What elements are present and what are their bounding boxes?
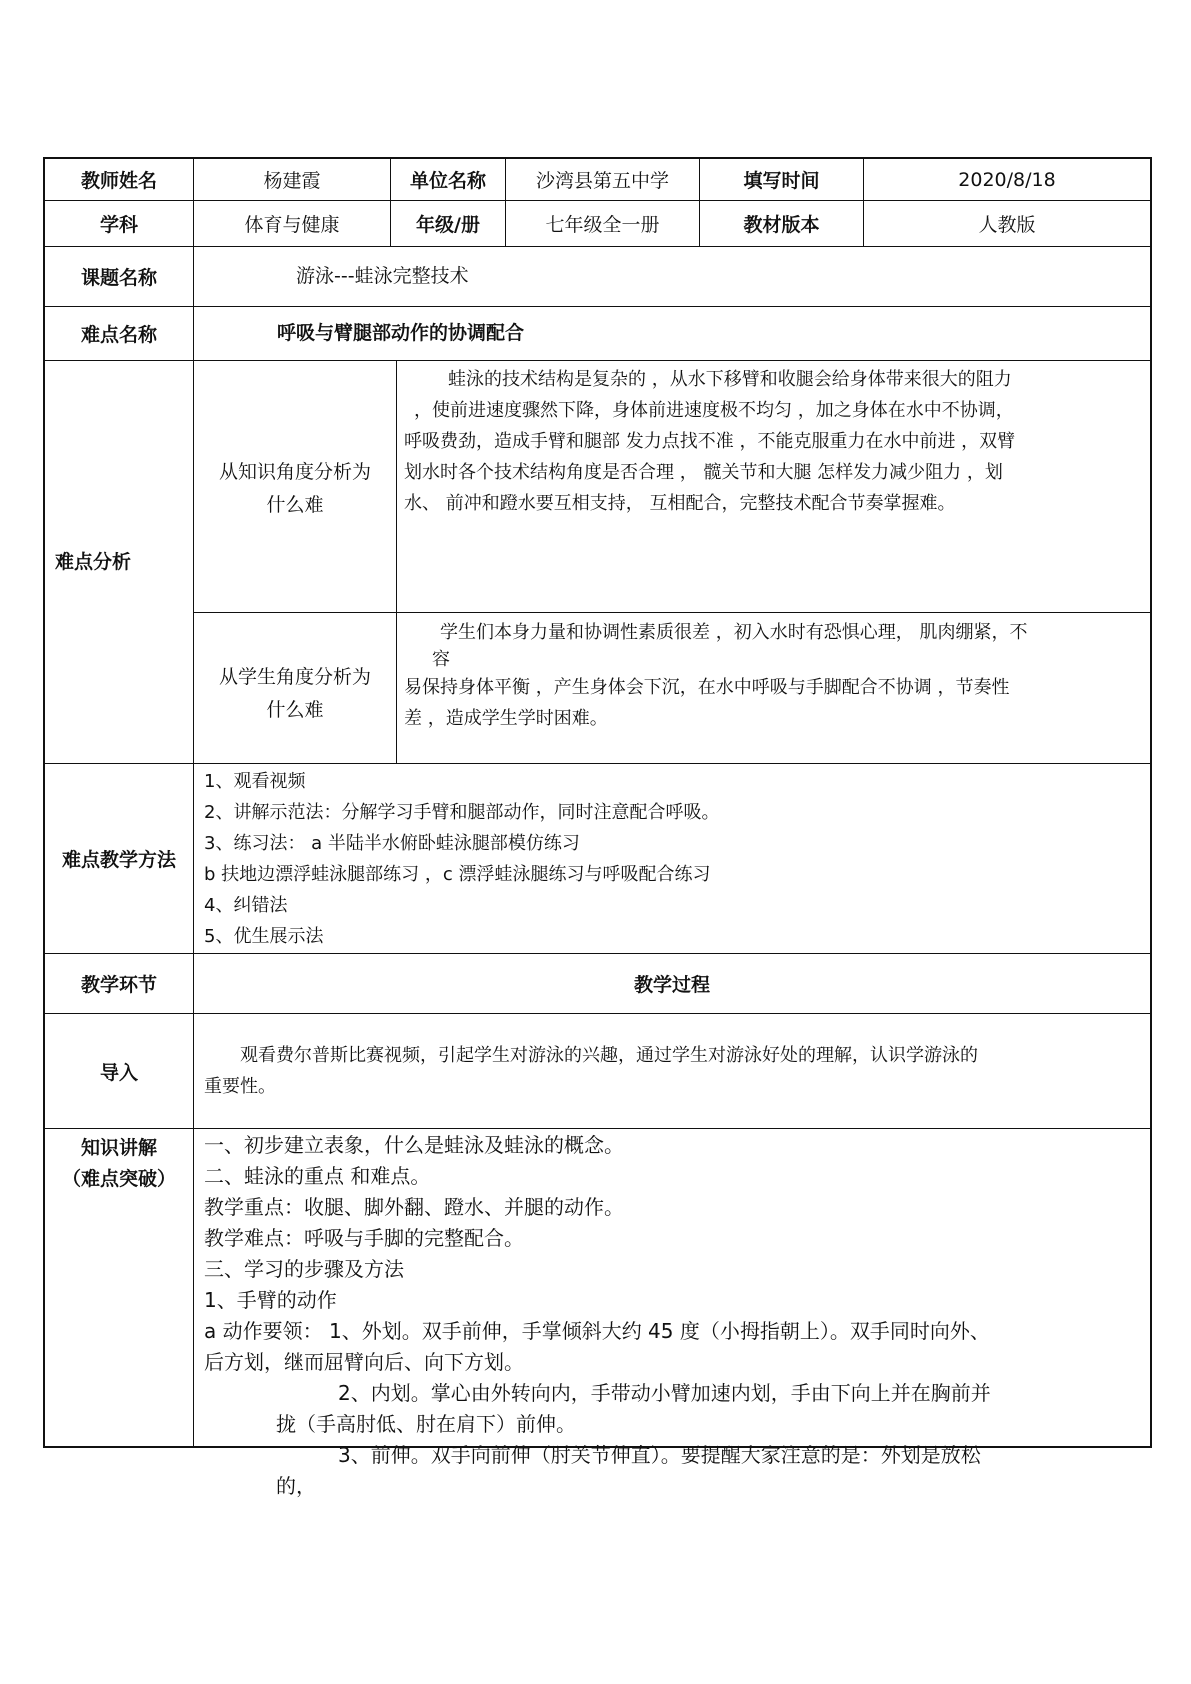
text-line: 重要性。	[204, 1076, 276, 1097]
teaching-methods-list	[204, 766, 1144, 952]
knowledge-perspective-label-line1: 从知识角度分析为	[218, 461, 371, 483]
knowledge-analysis-text	[404, 364, 1148, 609]
knowledge-explanation-text	[204, 1130, 1148, 1498]
teacher-name-label: 教师姓名	[80, 170, 157, 192]
text-line: 教学难点：呼吸与手脚的完整配合。	[204, 1226, 524, 1250]
text-line: ，使前进速度骤然下降，身体前进速度极不均匀 ，加之身体在水中不协调，	[414, 400, 1014, 421]
text-line: 学生们本身力量和协调性素质很差 ，初入水时有恐惧心理， 肌肉绷紧，不	[440, 622, 1028, 643]
text-line: 拢（手高肘低、肘在肩下）前伸。	[276, 1412, 576, 1436]
row-divider	[43, 1128, 1152, 1129]
student-perspective-label-line1: 从学生角度分析为	[218, 666, 371, 688]
student-perspective-label-line2: 什么难	[266, 699, 324, 721]
text-line: 水、 前冲和蹬水要互相支持， 互相配合，完整技术配合节奏掌握难。	[404, 493, 956, 514]
text-line: 呼吸费劲，造成手臂和腿部 发力点找不准 ，不能克服重力在水中前进 ，双臂	[404, 431, 1016, 452]
list-item: 3、练习法： a 半陆半水俯卧蛙泳腿部模仿练习	[204, 833, 580, 854]
difficulty-analysis-label: 难点分析	[55, 551, 132, 573]
knowledge-explanation-label-line2: （难点突破）	[61, 1168, 176, 1190]
fill-date-label: 填写时间	[743, 170, 820, 192]
text-line: 一、初步建立表象，什么是蛙泳及蛙泳的概念。	[204, 1133, 624, 1157]
school-name-value: 沙湾县第五中学	[535, 170, 669, 192]
text-line: 二、蛙泳的重点 和难点。	[204, 1164, 431, 1188]
text-line: a 动作要领： 1、外划。双手前伸，手掌倾斜大约 45 度（小拇指朝上）。双手同时向外、	[204, 1319, 990, 1343]
student-perspective-label	[194, 661, 396, 731]
row-divider	[193, 612, 1152, 613]
knowledge-perspective-label-line2: 什么难	[266, 494, 324, 516]
list-item: b 扶地边漂浮蛙泳腿部练习 ，c 漂浮蛙泳腿练习与呼吸配合练习	[204, 864, 711, 885]
list-item: 5、优生展示法	[204, 926, 324, 947]
text-line: 2、内划。掌心由外转向内，手带动小臂加速内划，手由下向上并在胸前并	[338, 1381, 991, 1405]
row-divider	[43, 360, 1152, 361]
grade-label: 年级/册	[416, 214, 480, 236]
text-line: 蛙泳的技术结构是复杂的 ，从水下移臂和收腿会给身体带来很大的阻力	[448, 369, 1012, 390]
list-item: 2、讲解示范法：分解学习手臂和腿部动作，同时注意配合呼吸。	[204, 802, 720, 823]
text-line: 的，	[276, 1474, 316, 1498]
student-analysis-text	[404, 617, 1148, 761]
knowledge-explanation-label	[45, 1133, 193, 1203]
topic-value: 游泳---蛙泳完整技术	[296, 265, 469, 287]
knowledge-explanation-label-line1: 知识讲解	[80, 1137, 157, 1159]
subject-value: 体育与健康	[244, 214, 340, 236]
column-divider	[193, 157, 194, 1448]
difficulty-name-value: 呼吸与臂腿部动作的协调配合	[277, 322, 525, 344]
teaching-methods-label: 难点教学方法	[61, 849, 176, 871]
text-line: 1、手臂的动作	[204, 1288, 337, 1312]
text-line: 后方划，继而屈臂向后、向下方划。	[204, 1350, 524, 1374]
grade-value: 七年级全一册	[545, 214, 660, 236]
topic-label: 课题名称	[80, 267, 157, 289]
text-line: 易保持身体平衡 ，产生身体会下沉，在水中呼吸与手脚配合不协调 ，节奏性	[404, 677, 1010, 698]
introduction-label: 导入	[99, 1061, 138, 1084]
text-line: 容	[432, 649, 450, 670]
introduction-text	[204, 1040, 1144, 1120]
teaching-stage-label: 教学环节	[80, 974, 157, 996]
teacher-name-value: 杨建霞	[263, 170, 321, 192]
text-line: 教学重点：收腿、脚外翻、蹬水、并腿的动作。	[204, 1195, 624, 1219]
list-item: 4、纠错法	[204, 895, 288, 916]
teaching-process-label: 教学过程	[633, 974, 710, 996]
list-item: 1、观看视频	[204, 771, 306, 792]
subject-label: 学科	[99, 214, 138, 236]
fill-date-value: 2020/8/18	[958, 168, 1056, 191]
row-divider	[43, 1013, 1152, 1014]
textbook-edition-label: 教材版本	[743, 214, 820, 236]
text-line: 划水时各个技术结构角度是否合理 ， 髋关节和大腿 怎样发力减少阻力 ，划	[404, 462, 1003, 483]
table-border-right	[1150, 157, 1152, 1448]
school-name-label: 单位名称	[409, 170, 486, 192]
text-line: 差 ，造成学生学时困难。	[404, 708, 608, 729]
text-line: 观看费尔普斯比赛视频，引起学生对游泳的兴趣，通过学生对游泳好处的理解，认识学游泳的	[240, 1045, 978, 1066]
textbook-edition-value: 人教版	[978, 214, 1036, 236]
knowledge-perspective-label	[194, 456, 396, 526]
difficulty-name-label: 难点名称	[80, 324, 157, 346]
column-divider	[396, 360, 397, 763]
row-divider	[43, 763, 1152, 764]
text-line: 3、前伸。双手向前伸（肘关节伸直）。要提醒大家注意的是：外划是放松	[338, 1443, 981, 1467]
text-line: 三、学习的步骤及方法	[204, 1257, 404, 1281]
